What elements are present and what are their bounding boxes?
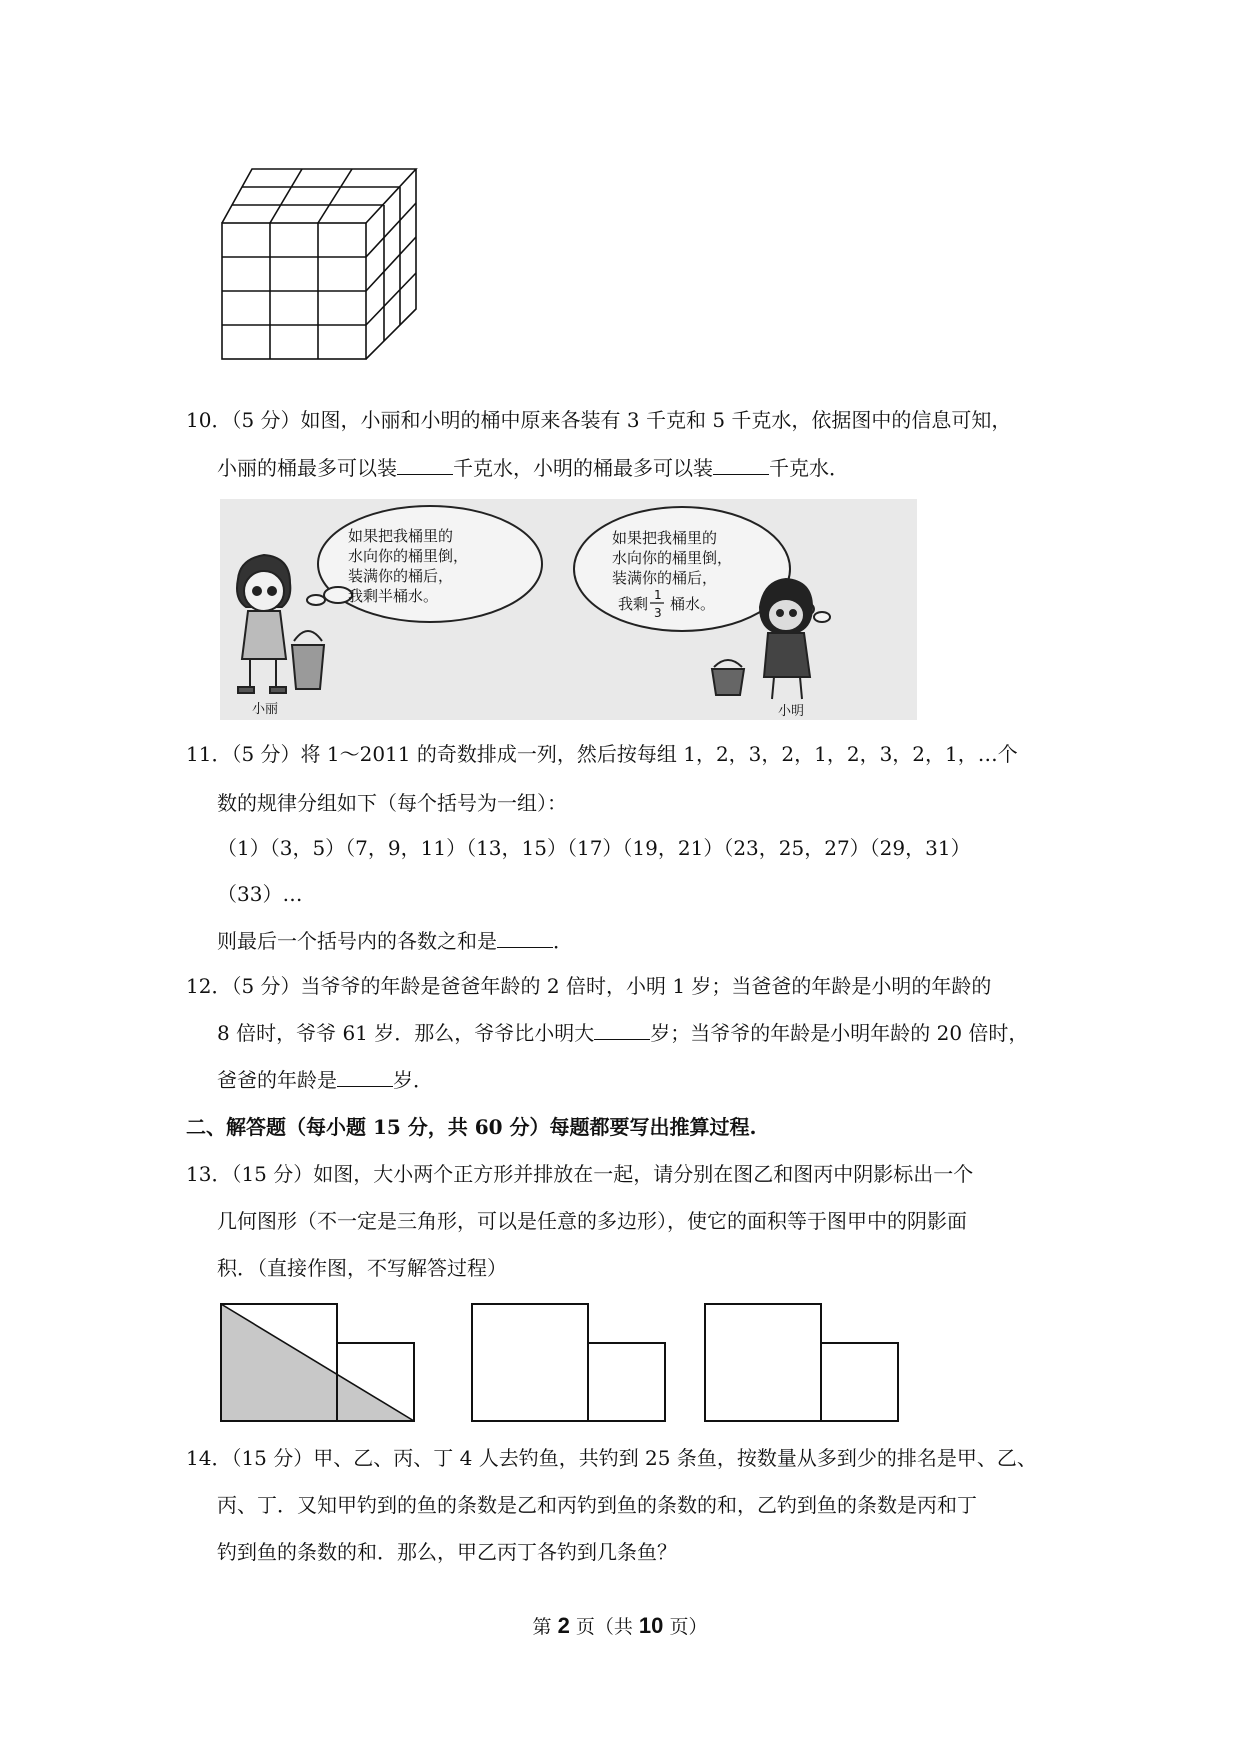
q12-blank-2 <box>337 1066 393 1087</box>
label-xiaoming: 小明 <box>778 704 805 719</box>
q11-line-2: 数的规律分组如下（每个括号为一组）： <box>217 791 567 815</box>
bubble-right-line-5: 桶水。 <box>670 595 716 613</box>
q10-blank-2 <box>713 454 769 475</box>
figure-jia <box>220 1303 416 1423</box>
bubble-right-line-2: 水向你的桶里倒， <box>612 549 733 567</box>
footer-page-number: 2 <box>557 1613 570 1638</box>
q11-line-3: （1）（3，5）（7，9，11）（13，15）（17）（19，21）（23，25，27）（29，31） <box>217 836 971 860</box>
q11-text-a: 则最后一个括号内的各数之和是 <box>217 929 497 953</box>
bubble-right-line-3: 装满你的桶后， <box>612 569 718 587</box>
figure-bing[interactable] <box>704 1303 900 1423</box>
q12-line-2 <box>217 1019 1028 1047</box>
q12-line-3 <box>217 1066 433 1094</box>
label-xiaoli: 小丽 <box>252 702 279 717</box>
cartoon-illustration <box>220 499 917 720</box>
q10-line-2 <box>217 454 849 482</box>
girl-figure <box>237 555 290 693</box>
q10-line-1: 10．（5 分）如图，小丽和小明的桶中原来各装有 3 千克和 5 千克水，依据图中的信息可知， <box>186 408 1012 432</box>
footer-pre: 第 <box>532 1616 558 1638</box>
q14-line-3: 钓到鱼的条数的和．那么，甲乙丙丁各钓到几条鱼？ <box>217 1540 677 1564</box>
q12-text-b: 岁；当爷爷的年龄是小明年龄的 20 倍时， <box>650 1021 1029 1045</box>
q10-text-c: 千克水． <box>769 456 849 480</box>
q11-line-1: 11．（5 分）将 1～2011 的奇数排成一列，然后按每组 1，2，3，2，1，2，3，2，1，…个 <box>186 742 1018 766</box>
cube-figure <box>220 165 420 363</box>
footer-mid: 页（共 <box>569 1616 639 1638</box>
q13-line-2: 几何图形（不一定是三角形，可以是任意的多边形），使它的面积等于图甲中的阴影面 <box>217 1209 967 1233</box>
q11-line-4: （33）… <box>217 882 303 906</box>
q14-line-1: 14．（15 分）甲、乙、丙、丁 4 人去钓鱼，共钓到 25 条鱼，按数量从多到少的排名是甲、乙、 <box>186 1446 1037 1470</box>
bubble-left-line-1: 如果把我桶里的 <box>348 527 454 545</box>
q12-text-a: 8 倍时，爷爷 61 岁．那么，爷爷比小明大 <box>217 1021 595 1045</box>
q11-blank <box>497 927 553 948</box>
q11-text-b: ． <box>553 929 573 953</box>
q12-blank-1 <box>594 1019 650 1040</box>
q10-blank-1 <box>397 454 453 475</box>
q11-line-5 <box>217 927 573 955</box>
boy-bucket <box>712 660 744 695</box>
bubble-left-line-3: 装满你的桶后， <box>348 567 454 585</box>
q10-text-a: 小丽的桶最多可以装 <box>217 456 397 480</box>
q12-text-c: 爸爸的年龄是 <box>217 1068 337 1092</box>
q13-line-1: 13．（15 分）如图，大小两个正方形并排放在一起，请分别在图乙和图丙中阴影标出一个 <box>186 1162 974 1186</box>
section-2-heading: 二、解答题（每小题 15 分，共 60 分）每题都要写出推算过程. <box>186 1115 757 1139</box>
q10-text-b: 千克水，小明的桶最多可以装 <box>453 456 713 480</box>
q12-text-d: 岁． <box>393 1068 433 1092</box>
footer-total-pages: 10 <box>638 1613 664 1638</box>
q12-line-1: 12．（5 分）当爷爷的年龄是爸爸年龄的 2 倍时，小明 1 岁；当爸爸的年龄是小明的年龄的 <box>186 974 992 998</box>
bubble-left-line-2: 水向你的桶里倒， <box>348 547 469 565</box>
boy-figure <box>760 579 812 699</box>
q14-line-2: 丙、丁．又知甲钓到的鱼的条数是乙和丙钓到鱼的条数的和，乙钓到鱼的条数是丙和丁 <box>217 1493 977 1517</box>
page-footer <box>0 1612 1240 1639</box>
footer-post: 页） <box>663 1616 708 1638</box>
fraction-numerator: 1 <box>654 588 662 602</box>
bubble-left-line-4: 我剩半桶水。 <box>348 587 439 605</box>
bubble-right-line-4: 我剩 <box>618 595 649 613</box>
figure-yi[interactable] <box>471 1303 667 1423</box>
cartoon-drawing <box>220 499 917 720</box>
q13-line-3: 积．（直接作图，不写解答过程） <box>217 1256 507 1280</box>
girl-bucket <box>292 631 324 689</box>
fraction-denominator: 3 <box>654 606 662 620</box>
bubble-right-line-1: 如果把我桶里的 <box>612 529 718 547</box>
